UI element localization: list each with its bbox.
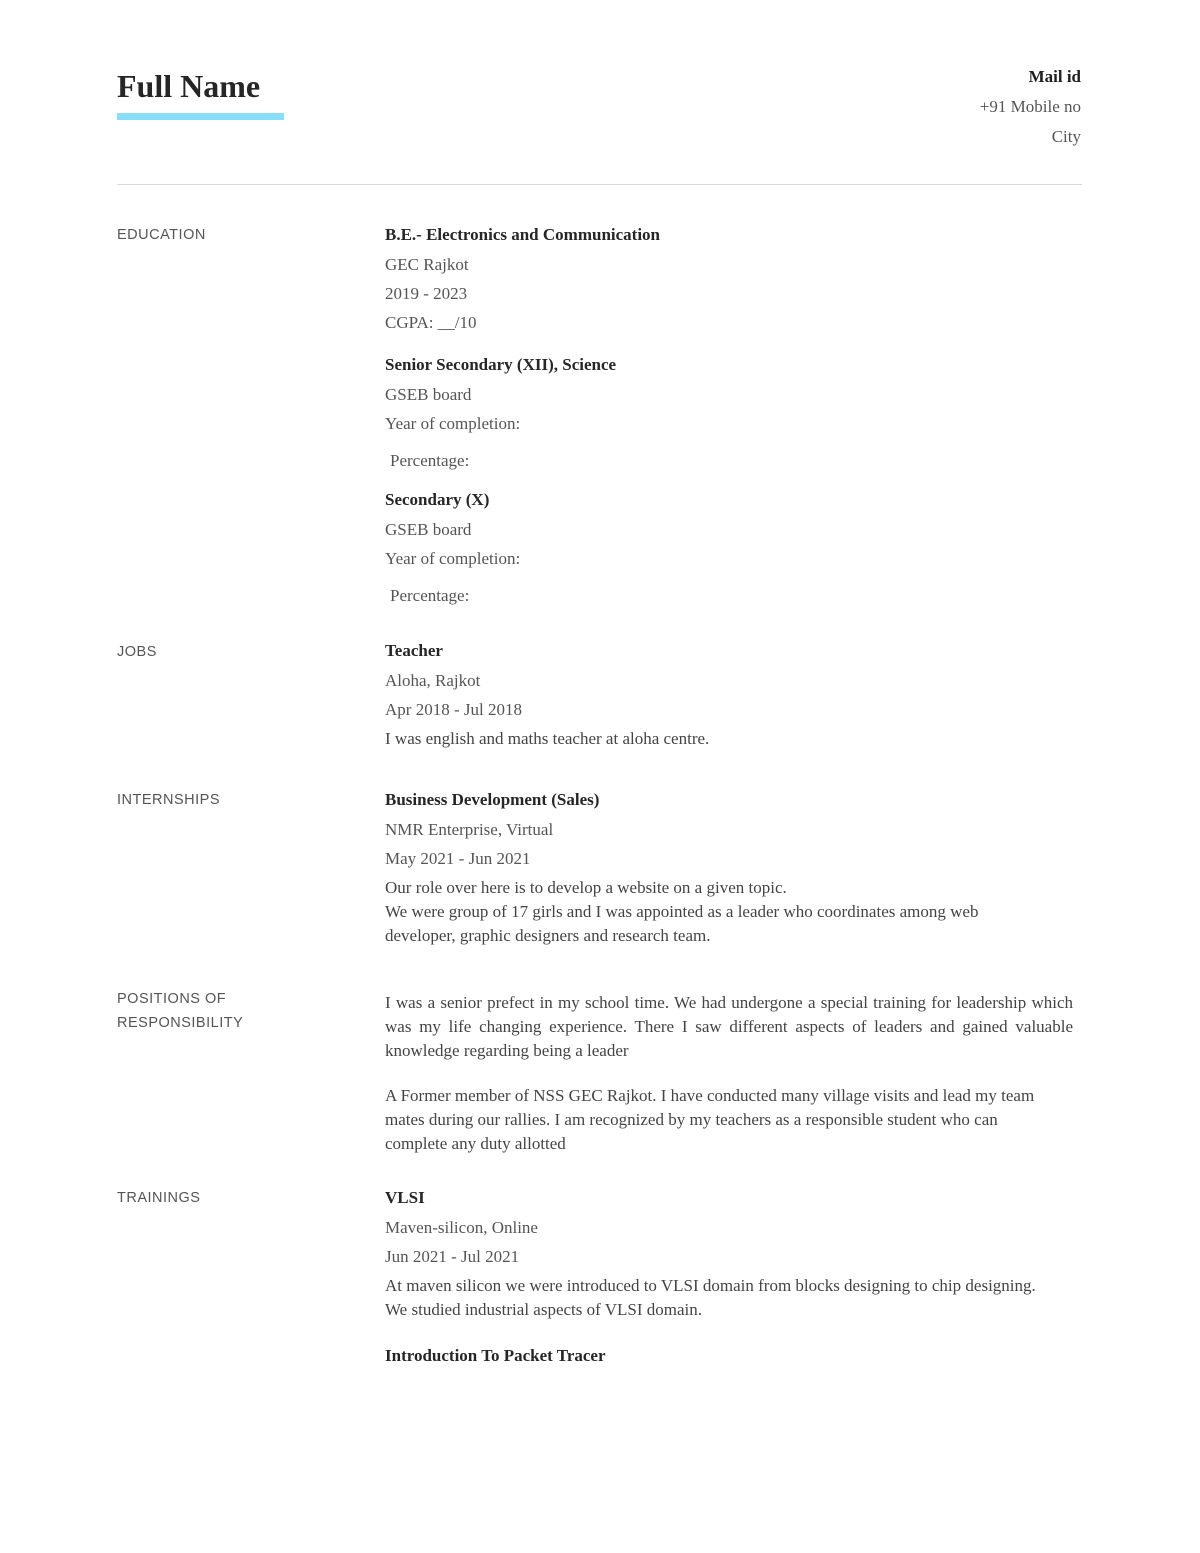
contact-info bbox=[980, 62, 1081, 152]
entry-title: Teacher bbox=[385, 641, 443, 660]
internship-entry bbox=[385, 785, 1073, 948]
entry-score: Percentage: bbox=[390, 586, 470, 605]
positions-content bbox=[385, 988, 1073, 1156]
internships-label: INTERNSHIPS bbox=[117, 792, 220, 808]
entry-dates: Apr 2018 - Jul 2018 bbox=[385, 700, 522, 719]
entry-title: Business Development (Sales) bbox=[385, 790, 600, 809]
city: City bbox=[1051, 127, 1081, 146]
training-entry-vlsi bbox=[385, 1183, 1073, 1322]
positions-label-line: POSITIONS OF bbox=[117, 991, 227, 1007]
entry-description: I was english and maths teacher at aloha centre. bbox=[385, 729, 710, 748]
education-entry-be bbox=[385, 220, 1073, 337]
name-underline-accent bbox=[117, 113, 284, 120]
positions-label-line: RESPONSIBILITY bbox=[117, 1015, 244, 1031]
full-name-heading: Full Name bbox=[117, 68, 261, 104]
entry-title: Senior Secondary (XII), Science bbox=[385, 355, 617, 374]
entry-title: VLSI bbox=[385, 1188, 425, 1207]
position-paragraph: I was a senior prefect in my school time. We had undergone a special training for leadership which was my life changing experience. There I saw different aspects of leaders and gained valuable knowledge regarding being a leader bbox=[385, 993, 1073, 1060]
entry-place: Maven-silicon, Online bbox=[385, 1218, 538, 1237]
mobile-number: +91 Mobile no bbox=[979, 97, 1081, 116]
entry-title: B.E.- Electronics and Communication bbox=[385, 225, 661, 244]
position-paragraph: A Former member of NSS GEC Rajkot. I have conducted many village visits and lead my team mates during our rallies. I am recognized by my teachers as a responsible student who can complete any duty allotted bbox=[385, 1086, 1035, 1153]
entry-place: Aloha, Rajkot bbox=[385, 671, 481, 690]
job-entry-teacher bbox=[385, 636, 1073, 751]
education-entry-x bbox=[385, 485, 1073, 610]
entry-institution: GEC Rajkot bbox=[385, 255, 469, 274]
entry-description: At maven silicon we were introduced to VLSI domain from blocks designing to chip designing. We studied industrial aspects of VLSI domain. bbox=[385, 1276, 1036, 1319]
entry-place: NMR Enterprise, Virtual bbox=[385, 820, 554, 839]
entry-score: Percentage: bbox=[390, 451, 470, 470]
jobs-label: JOBS bbox=[117, 644, 157, 660]
entry-institution: GSEB board bbox=[385, 385, 472, 404]
education-label: EDUCATION bbox=[117, 227, 206, 243]
description-line: We were group of 17 girls and I was appointed as a leader who coordinates among web developer, graphic designers and research team. bbox=[385, 902, 979, 945]
header-divider bbox=[117, 184, 1082, 185]
entry-description bbox=[385, 876, 1035, 948]
trainings-label: TRAININGS bbox=[117, 1190, 201, 1206]
entry-dates: Jun 2021 - Jul 2021 bbox=[385, 1247, 520, 1266]
education-entry-xii bbox=[385, 350, 1073, 475]
mail-id: Mail id bbox=[1028, 67, 1081, 86]
entry-years: Year of completion: bbox=[385, 549, 521, 568]
description-line: Our role over here is to develop a website on a given topic. bbox=[385, 878, 787, 897]
entry-dates: May 2021 - Jun 2021 bbox=[385, 849, 531, 868]
entry-score: CGPA: __/10 bbox=[385, 313, 477, 332]
positions-label bbox=[117, 987, 317, 1035]
training-entry-packet-tracer bbox=[385, 1341, 1073, 1371]
entry-title: Secondary (X) bbox=[385, 490, 490, 509]
entry-years: 2019 - 2023 bbox=[385, 284, 468, 303]
entry-years: Year of completion: bbox=[385, 414, 521, 433]
entry-title: Introduction To Packet Tracer bbox=[385, 1346, 606, 1365]
entry-institution: GSEB board bbox=[385, 520, 472, 539]
